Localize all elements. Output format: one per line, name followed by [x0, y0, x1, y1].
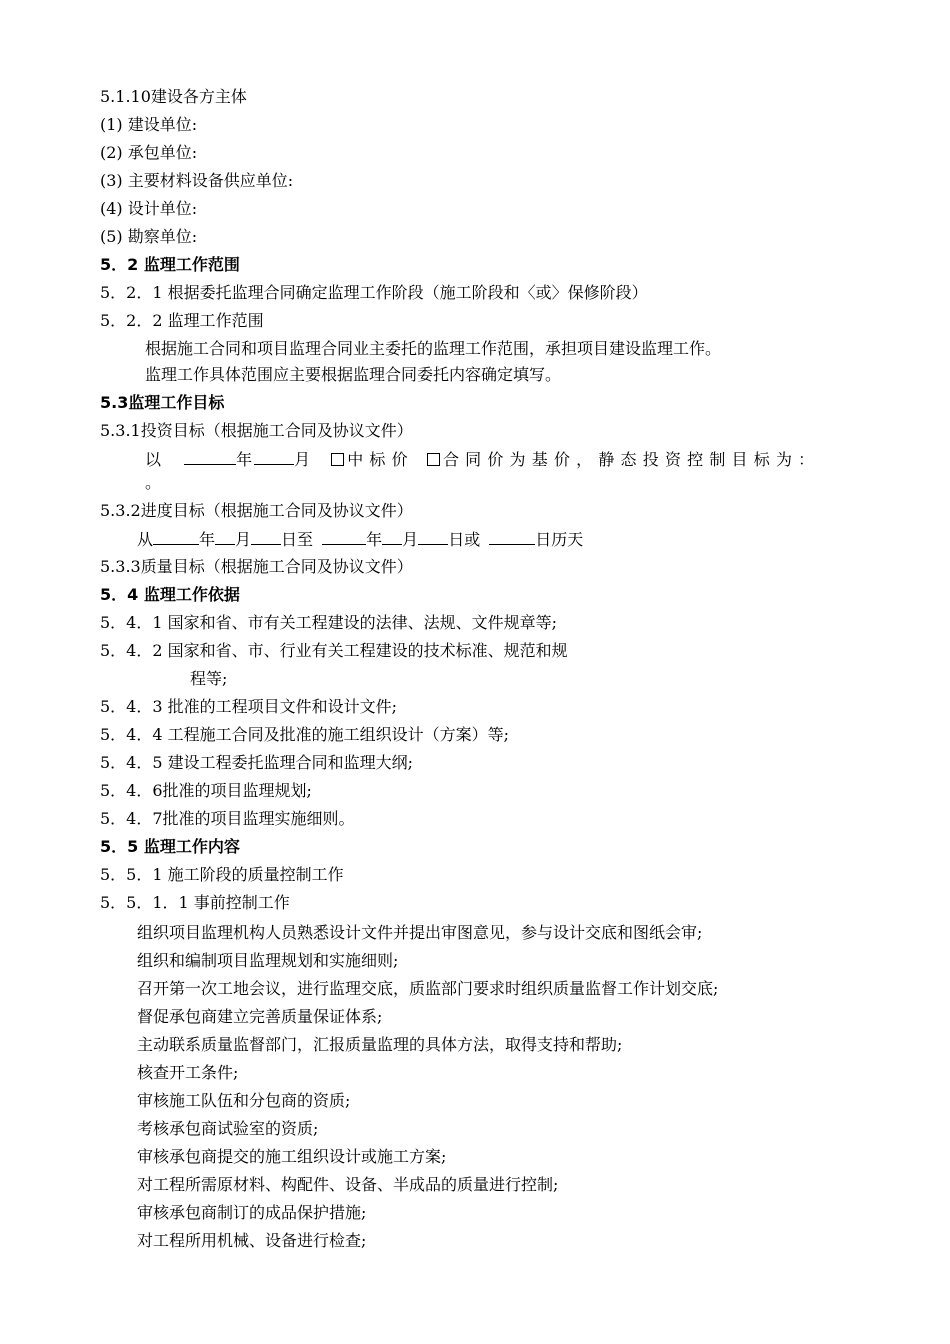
bid-price-label: 中标价 [347, 450, 414, 469]
clause-5-4-3: 5．4．3 批准的工程项目文件和设计文件; [100, 697, 398, 716]
sch-year-blank[interactable] [153, 528, 199, 545]
pre-control-item: 组织和编制项目监理规划和实施细则; [137, 951, 399, 970]
clause-5-5-1: 5．5．1 施工阶段的质量控制工作 [100, 865, 344, 884]
clause-5-4-4: 5．4．4 工程施工合同及批准的施工组织设计（方案）等; [100, 725, 510, 744]
clause-5-4-7: 5．4．7批准的项目监理实施细则。 [100, 809, 355, 828]
party-item: (2) 承包单位: [100, 143, 198, 162]
clause-5-3-1: 5.3.1投资目标（根据施工合同及协议文件） [100, 421, 413, 440]
section-5-3-heading: 5.3监理工作目标 [100, 393, 225, 412]
clause-5-4-5: 5．4．5 建设工程委托监理合同和监理大纲; [100, 753, 414, 772]
clause-5-3-2: 5.3.2进度目标（根据施工合同及协议文件） [100, 501, 413, 520]
party-item: (5) 勘察单位: [100, 227, 198, 246]
inv-year-label: 年 [236, 450, 253, 469]
inv-month-blank[interactable] [254, 448, 294, 465]
party-item: (4) 设计单位: [100, 199, 198, 218]
sch-days-label: 日历天 [535, 530, 584, 549]
sch-days-blank[interactable] [489, 528, 535, 545]
clause-5-5-1-1: 5．5．1．1 事前控制工作 [100, 893, 290, 912]
clause-5-4-1: 5．4．1 国家和省、市有关工程建设的法律、法规、文件规章等; [100, 613, 558, 632]
sch-year2-label: 年 [366, 530, 383, 549]
clause-5-2-2: 5．2．2 监理工作范围 [100, 311, 264, 330]
investment-target-line [145, 448, 820, 470]
pre-control-item: 督促承包商建立完善质量保证体系; [137, 1007, 383, 1026]
sch-month2-label: 月 [402, 530, 419, 549]
sch-day2-blank[interactable] [418, 528, 448, 545]
pre-control-item: 组织项目监理机构人员熟悉设计文件并提出审图意见，参与设计交底和图纸会审; [137, 923, 703, 942]
sch-month2-blank[interactable] [382, 528, 402, 545]
sch-day-blank[interactable] [251, 528, 281, 545]
contract-price-label: 合同价为基价，静态投资控制目标为： [442, 450, 821, 469]
sch-day-or-label: 日或 [448, 530, 481, 549]
scope-paragraph-1: 根据施工合同和项目监理合同业主委托的监理工作范围，承担项目建设监理工作。 [145, 339, 722, 358]
party-item: (1) 建设单位: [100, 115, 198, 134]
section-5-1-10-title: 5.1.10建设各方主体 [100, 87, 247, 106]
pre-control-item: 考核承包商试验室的资质; [137, 1119, 319, 1138]
pre-control-item: 对工程所用机械、设备进行检查; [137, 1231, 367, 1250]
sch-day-to-label: 日至 [281, 530, 314, 549]
sch-year2-blank[interactable] [322, 528, 366, 545]
clause-5-4-2-cont: 程等; [190, 669, 228, 688]
section-5-5-heading: 5．5 监理工作内容 [100, 837, 240, 856]
inv-year-blank[interactable] [184, 448, 236, 465]
contract-price-checkbox[interactable] [427, 453, 440, 466]
pre-control-item: 审核承包商提交的施工组织设计或施工方案; [137, 1147, 447, 1166]
pre-control-item: 主动联系质量监督部门，汇报质量监理的具体方法，取得支持和帮助; [137, 1035, 623, 1054]
party-item: (3) 主要材料设备供应单位: [100, 171, 294, 190]
section-5-4-heading: 5．4 监理工作依据 [100, 585, 240, 604]
pre-control-item: 对工程所需原材料、构配件、设备、半成品的质量进行控制; [137, 1175, 559, 1194]
sch-month-label: 月 [235, 530, 252, 549]
scope-paragraph-2: 监理工作具体范围应主要根据监理合同委托内容确定填写。 [145, 365, 562, 384]
sch-year-label: 年 [199, 530, 216, 549]
pre-control-item: 审核施工队伍和分包商的资质; [137, 1091, 351, 1110]
clause-5-2-1: 5．2．1 根据委托监理合同确定监理工作阶段（施工阶段和〈或〉保修阶段） [100, 283, 648, 302]
inv-month-label: 月 [294, 450, 311, 469]
bid-price-checkbox[interactable] [331, 453, 344, 466]
schedule-target-line [137, 528, 583, 550]
sch-from: 从 [137, 530, 154, 549]
sch-month-blank[interactable] [215, 528, 235, 545]
pre-control-item: 审核承包商制订的成品保护措施; [137, 1203, 367, 1222]
pre-control-item: 核查开工条件; [137, 1063, 239, 1082]
clause-5-4-2: 5．4．2 国家和省、市、行业有关工程建设的技术标准、规范和规 [100, 641, 568, 660]
clause-5-4-6: 5．4．6批准的项目监理规划; [100, 781, 312, 800]
pre-control-item: 召开第一次工地会议，进行监理交底，质监部门要求时组织质量监督工作计划交底; [137, 979, 719, 998]
investment-target-end: 。 [145, 473, 162, 492]
section-5-2-heading: 5．2 监理工作范围 [100, 255, 240, 274]
clause-5-3-3: 5.3.3质量目标（根据施工合同及协议文件） [100, 557, 413, 576]
inv-prefix: 以 [145, 450, 162, 469]
